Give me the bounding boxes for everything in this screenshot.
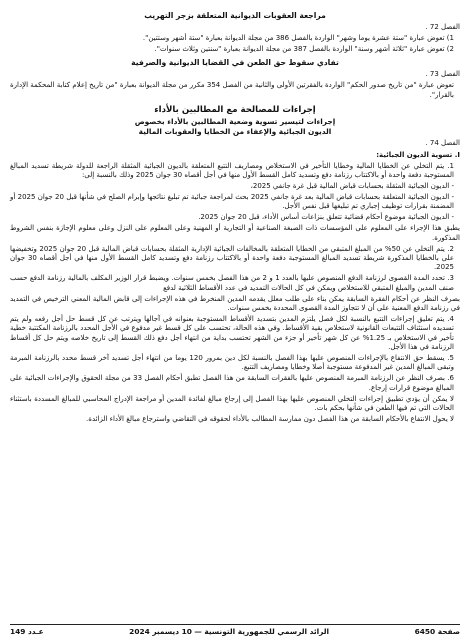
paragraph: 6. بصرف النظر عن الرزنامة المبرمة المنصوص عليها بالفقرات السابقة من هذا الفصل تطبق أحكام الفصل 33 من مجلة الحقوق والإجراءات الجبائية على المبالغ موضوع قرارات إرجاع. (10, 374, 454, 392)
paragraph: 4. يتم تعليق إجراءات التتبع بالنسبة لكل فصل يلتزم المدين بتسديد الأقساط المستوجبة بعنوانه في آجالها ويترتب عن كل قسط حل أجل رفعه ولم يتم تسديده استئناف التتبعات القانونية لاستخلاص بقية الأقساط. وفي هذه الحالة، تحتسب على كل قسط غير مدفوع في الأجل المحدد بالرزنامة المكتتبة خطية تأخير في الاستخلاص بـ 1.25% عن كل شهر تأخير أو جزء من الشهر تحتسب بداية من انتهاء أجل دفع ذلك القسط إلى تاريخ خلاصه ويتم حل كل أقساط الرزنامة في هذا الأجل. (10, 314, 454, 352)
section-title: I. تسوية الديون الجبائية: (376, 150, 460, 159)
bullet-item: - الديون الجبائية المثقلة بحسابات قباض المالية قبل غرة جانفي 2025، (250, 182, 454, 191)
bullet-item: - الديون الجبائية المتعلقة بحسابات قباض المالية بعد غرة جانفي 2025 بحث لمراجعة جبائية تم تبليغ نتائجها وإبرام الصلح في شأنها قبل 20 جوان 2025 أو المضمنة بقرارات توظيف إجباري تم تبليغها قبل نفس الأجل. (10, 192, 455, 211)
article-label: الفصل 74 . (425, 139, 460, 148)
paragraph: 5. يسقط حق الانتفاع بالإجراءات المنصوص عليها بهذا الفصل بالنسبة لكل دين بمرور 120 يوما من انتهاء أجل تسديد آخر قسط محدد بالرزنامة المبرمة وتبقى المبالغ المدين غير المدفوعة مستوجبة أصلا وخطايا ومصاريف التتبع. (10, 353, 454, 372)
paragraph: 1. يتم التخلي عن الخطايا المالية وخطايا التأخير في الاستخلاص ومصاريف التتبع المتعلقة بالديون الجبائية المثقلة الراجعة للدولة شريطة تسديد المبالغ المستوجبة دفعة واحدة أو بالاكتتاب رزنامة دفع وتسديد كامل القسط الأول منها في أجل أقصاه 30 جوان 2025 وذلك بالنسبة إلى: (10, 161, 454, 180)
main-heading: إجراءات للمصالحة مع المطالبين بالأداء (154, 105, 316, 116)
paragraph: 2. يتم التخلي عن 50% من المبلغ المتبقي من الخطايا المتعلقة بالمخالفات الجبائية الإدارية المثقلة بحسابات قباض المالية قبل 20 جوان 2025 وتخفيضها على بالخطايا المذكورة شريطة تسديد المبالغ المستوجبة دفعة واحدة أو بالاكتتاب رزنامة دفع وتسديد كامل القسط الأول منها في أجل أقصاه 30 جوان 2025. (10, 244, 455, 272)
paragraph: تعوض عبارة "من تاريخ صدور الحكم" الواردة بالفقرتين الأولى والثانية من الفصل 354 مكرر من مجلة الديوانة بعبارة "من تاريخ إعلام كتابة المحكمة الإدارة بالقرار". (10, 81, 454, 99)
section-heading: مراجعة العقوبات الديوانية المتعلقة بزجر التهريب (144, 11, 326, 20)
paragraph: 2) تعوض عبارة "ثلاثة أشهر وسنة" الواردة بالفصل 387 من مجلة الديوانة بعبارة "سنتين وثلاث سنوات". (154, 45, 454, 54)
paragraph: 3. تحدد المدة القصوى لرزنامة الدفع المنصوص عليها بالعدد 1 و 2 من هذا الفصل بخمس سنوات. ويضبط قرار الوزير المكلف بالمالية رزنامة الدفع حسب صنف المدين والمبلغ المتبقي للاستخلاص ويمكن في كل الحالات التمديد في عدد الأقساط الثلاثية لدفع (10, 274, 454, 292)
paragraph: يطبق هذا الإجراء على المعلوم على المؤسسات ذات الصبغة الصناعية أو التجارية أو المهنية وعلى المعلوم على النزل وعلى معلوم الإجازة بنفس الشروط المذكورة. (10, 224, 460, 242)
gazette-title: الرائد الرسمي للجمهورية التونسية — 10 ديسمبر 2024 (129, 627, 330, 636)
paragraph: بصرف النظر عن أحكام الفقرة السابقة يمكن بناء على طلب معلل يقدمه المدين المنخرط في هذه الإجراءات إلى قابض المالية المعني الترخيص في التمديد في رزنامة الدفع المعنية على أن لا تتجاوز المدة القصوى المحددة بخمس سنوات. (10, 294, 460, 312)
sub-heading: الديون الجبائية والإعفاء من الخطايا والعقوبات المالية (138, 127, 332, 137)
paragraph: لا يحول الانتفاع بالأحكام السابقة من هذا الفصل دون ممارسة المطالب بالأداء لحقوقه في التقاضي واسترجاع مبالغ الأداء الزائدة. (86, 414, 454, 423)
page-footer (10, 624, 460, 636)
section-heading: تفادي سقوط حق الطعن في القضايا الديوانية والصرفية (131, 57, 339, 67)
page-number: صفحة 6450 (414, 627, 460, 636)
paragraph: لا يمكن أن يؤدي تطبيق إجراءات التخلي المنصوص عليها بهذا الفصل إلى إرجاع مبالغ لفائدة المدين أو مراجعة الإدراج المحاسبي للمبالغ المسددة باستثناء الحالات التي تم فيها الطعن في شأنها بحكم بات. (10, 394, 454, 412)
paragraph: 1) تعوض عبارة "ستة عشرة يوما وشهر" الواردة بالفصل 386 من مجلة الديوانة بعبارة "ستة أشهر وستتين". (142, 34, 454, 43)
article-label: الفصل 72 . (425, 23, 460, 31)
bullet-item: - الديون الجبائية موضوع أحكام قضائية تتعلق بنزاعات أساس الأداء، قبل 20 جوان 2025. (198, 213, 454, 222)
issue-number: عـدد 149 (10, 627, 44, 636)
sub-heading: إجراءات لتيسير تسوية وضعية المطالبين بالأداء بخصوص (134, 117, 336, 127)
article-label: الفصل 73 . (425, 69, 460, 78)
